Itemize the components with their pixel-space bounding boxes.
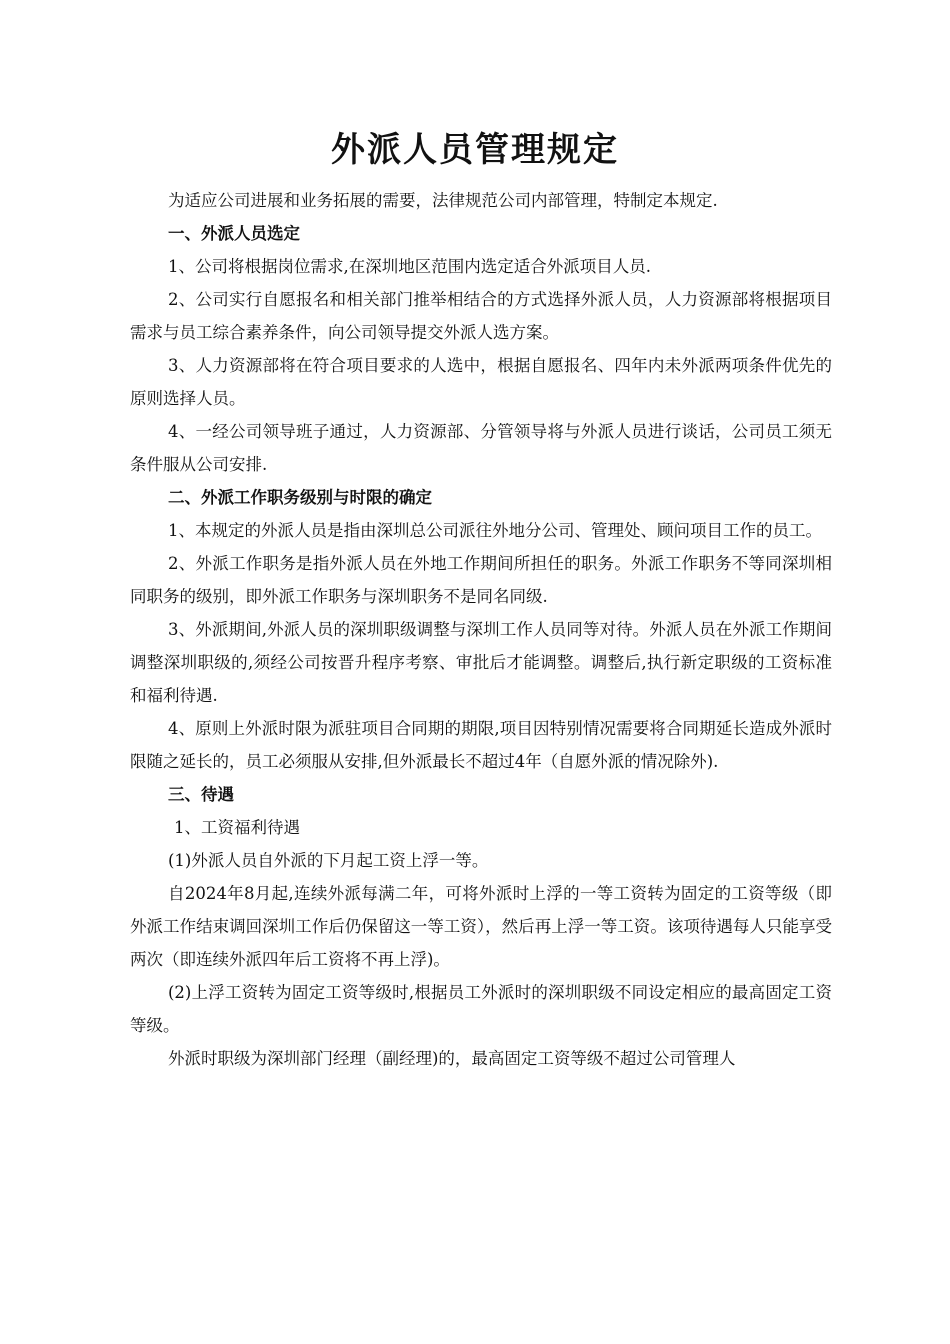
paragraph: 外派时职级为深圳部门经理（副经理)的，最高固定工资等级不超过公司管理人 [168,1049,736,1068]
section-heading: 二、外派工作职务级别与时限的确定 [168,488,432,507]
paragraph: (2)上浮工资转为固定工资等级时,根据员工外派时的深圳职级不同设定相应的最高固定工资等级。 [130,983,832,1035]
paragraph: 自2024年8月起,连续外派每满二年，可将外派时上浮的一等工资转为固定的工资等级（即外派工作结束调回深圳工作后仍保留这一等工资），然后再上浮一等工资。该项待遇每人只能享受两次（即连续外派四年后工资将不再上浮)。 [130,884,832,969]
paragraph: 2、外派工作职务是指外派人员在外地工作期间所担任的职务。外派工作职务不等同深圳相同职务的级别，即外派工作职务与深圳职务不是同名同级. [130,554,832,606]
paragraph: (1)外派人员自外派的下月起工资上浮一等。 [168,851,489,870]
subsection-heading: 1、工资福利待遇 [174,818,300,837]
intro-paragraph: 为适应公司进展和业务拓展的需要，法律规范公司内部管理，特制定本规定. [168,191,718,210]
paragraph: 3、人力资源部将在符合项目要求的人选中，根据自愿报名、四年内未外派两项条件优先的原则选择人员。 [130,356,832,408]
paragraph: 1、公司将根据岗位需求,在深圳地区范围内选定适合外派项目人员. [168,257,651,276]
document-body [130,184,832,1075]
section-heading: 一、外派人员选定 [168,224,300,243]
section-heading: 三、待遇 [168,785,234,804]
document-title: 外派人员管理规定 [331,130,619,170]
paragraph: 4、原则上外派时限为派驻项目合同期的期限,项目因特别情况需要将合同期延长造成外派时限随之延长的，员工必须服从安排,但外派最长不超过4年（自愿外派的情况除外). [130,719,832,771]
paragraph: 2、公司实行自愿报名和相关部门推举相结合的方式选择外派人员，人力资源部将根据项目需求与员工综合素养条件，向公司领导提交外派人选方案。 [130,290,832,342]
paragraph: 1、本规定的外派人员是指由深圳总公司派往外地分公司、管理处、顾问项目工作的员工。 [168,521,822,540]
paragraph: 3、外派期间,外派人员的深圳职级调整与深圳工作人员同等对待。外派人员在外派工作期间调整深圳职级的,须经公司按晋升程序考察、审批后才能调整。调整后,执行新定职级的工资标准和福利待遇. [130,620,832,705]
paragraph: 4、一经公司领导班子通过，人力资源部、分管领导将与外派人员进行谈话，公司员工须无条件服从公司安排. [130,422,832,474]
